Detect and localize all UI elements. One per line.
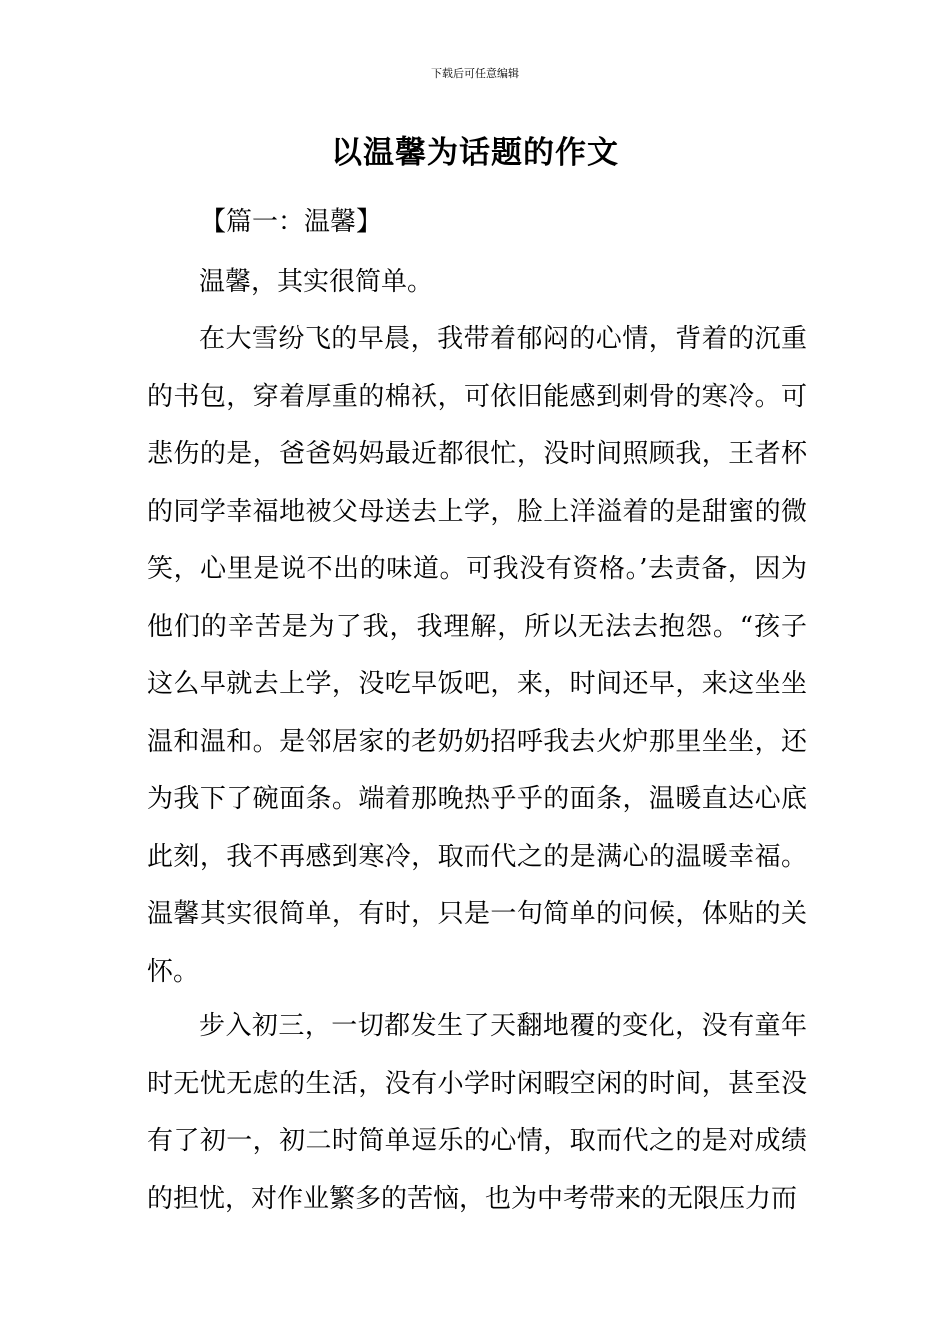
- header-note: 下载后可任意编辑: [431, 67, 519, 80]
- document-title: 以温馨为话题的作文: [331, 135, 619, 171]
- paragraph-3: 步入初三，一切都发生了天翻地覆的变化，没有童年时无忧无虑的生活，没有小学时闲暇空闲的时间，甚至没有了初一，初二时简单逗乐的心情，取而代之的是对成绩的担忧，对作业繁多的苦恼，也为中考带来的无限压力而: [147, 1011, 807, 1214]
- paragraph-2: 在大雪纷飞的早晨，我带着郁闷的心情，背着的沉重的书包，穿着厚重的棉袄，可依旧能感到刺骨的寒冷。可悲伤的是，爸爸妈妈最近都很忙，没时间照顾我，王者杯的同学幸福地被父母送去上学，脸上洋溢着的是甜蜜的微笑，心里是说不出的味道。可我没有资格。’去责备，因为他们的辛苦是为了我，我理解，所以无法去抱怨。“孩子这么早就去上学，没吃早饭吧，来，时间还早，来这坐坐温和温和。是邻居家的老奶奶招呼我去火炉那里坐坐，还为我下了碗面条。端着那晚热乎乎的面条，温暖直达心底此刻，我不再感到寒冷，取而代之的是满心的温暖幸福。温馨其实很简单，有时，只是一句简单的问候，体贴的关怀。: [147, 324, 807, 987]
- paragraph-1: 温馨，其实很简单。: [199, 267, 434, 297]
- section-heading: 【篇一：温馨】: [200, 207, 383, 237]
